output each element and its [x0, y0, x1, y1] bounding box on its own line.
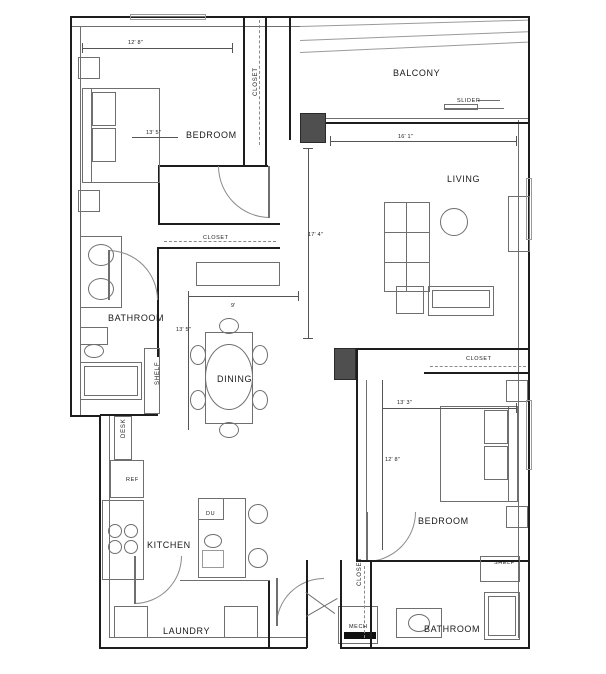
room-label-bedroom-1: BEDROOM: [186, 130, 237, 140]
balcony-edge-1: [300, 20, 528, 27]
dimline-bedroom2-height: [382, 380, 383, 550]
room-label-bedroom-7: BEDROOM: [418, 516, 469, 526]
living-round-table: [440, 208, 468, 236]
dimension-label-2: 16' 1": [398, 134, 413, 140]
wall-top-right: [300, 16, 530, 18]
dining-chair-1: [219, 318, 239, 334]
window-bedroom1-frame: [130, 14, 206, 20]
room-label-dining-4: DINING: [217, 374, 253, 384]
balcony-edge-3: [300, 42, 528, 53]
room-label-shelf-12: SHELF: [494, 560, 515, 566]
dining-chair-3: [190, 345, 206, 365]
wall-laundry-right: [268, 580, 270, 648]
shelving-unit: [384, 202, 430, 292]
balcony-bottom-rail: [300, 118, 528, 119]
slider-door-panel: [444, 104, 478, 110]
cooktop-burner-2: [124, 524, 138, 538]
slider-door-arrow: [478, 100, 500, 101]
dimension-label-5: 13' 5": [176, 327, 191, 333]
wall-bath1-right: [157, 247, 159, 357]
closet2-shelf-line: [164, 241, 276, 242]
vertical-label-shelf-1: SHELF: [155, 361, 161, 385]
bedroom2-door-arc: [366, 512, 416, 562]
bar-stool-2: [248, 548, 268, 568]
wall-bed2-closet: [340, 560, 342, 648]
cooktop-burner-4: [124, 540, 138, 554]
bath1-door-leaf: [108, 250, 110, 300]
wall-right-exterior: [528, 16, 530, 649]
bed-1-headboard: [82, 88, 92, 183]
dimtick-6: [303, 338, 313, 339]
cooktop-burner-3: [108, 540, 122, 554]
column-mid: [334, 348, 356, 380]
island-sink: [204, 534, 222, 548]
wall-closet4-right: [370, 560, 372, 648]
nightstand-2: [78, 190, 100, 212]
entry-door-leaf: [276, 578, 278, 626]
dimtick-10: [516, 403, 517, 413]
toilet-bowl: [84, 344, 104, 358]
window-right-2: [526, 400, 532, 470]
dimtick-1: [82, 43, 83, 53]
wall-living-bottom: [356, 348, 530, 350]
nightstand-4: [506, 506, 528, 528]
dimtick-2: [232, 43, 233, 53]
room-label-slider-13: SLIDER: [457, 98, 481, 104]
shelving-back: [406, 202, 407, 292]
dining-chair-5: [252, 345, 268, 365]
wall-bedroom1-right: [243, 16, 245, 166]
balcony-edge-2: [300, 31, 528, 41]
vertical-label-desk-2: DESK: [121, 418, 127, 438]
bathtub-inner: [84, 366, 138, 396]
dimline-living-height: [308, 148, 309, 338]
bed-1-pillow-a: [92, 92, 116, 126]
dining-chair-4: [190, 390, 206, 410]
wall-bottom-right: [340, 647, 530, 649]
room-label-ref-15: REF: [126, 477, 139, 483]
room-label-bathroom-3: BATHROOM: [108, 313, 165, 323]
nightstand-1: [78, 57, 100, 79]
shelving-div-1: [384, 232, 430, 233]
wall-corridor-left: [289, 16, 291, 140]
dimension-label-4: 9': [231, 303, 236, 309]
wall-entry-right: [306, 560, 308, 648]
wall-left-lower: [99, 416, 101, 648]
dining-chair-6: [252, 390, 268, 410]
bedroom1-door-arc: [218, 166, 270, 218]
room-label-du-14: DU: [206, 511, 216, 517]
room-label-laundry-6: LAUNDRY: [163, 626, 211, 636]
vertical-label-closet-3: CLOSET: [357, 557, 363, 586]
bar-stool-1: [248, 504, 268, 524]
balcony-slab: [300, 122, 528, 124]
dimline-dining-height: [188, 300, 189, 430]
room-label-bathroom-8: BATHROOM: [424, 624, 481, 634]
room-label-closet-10: CLOSET: [466, 356, 492, 362]
dimtick-3: [330, 136, 331, 146]
room-label-closet-9: CLOSET: [203, 235, 229, 241]
wall-laundry-top: [180, 580, 270, 581]
dimline-bedroom1-width: [132, 137, 178, 138]
sofa-cushion: [432, 290, 490, 308]
bedroom1-door-leaf: [268, 166, 270, 218]
dimtick-5: [303, 148, 313, 149]
entry-door-arc: [276, 578, 324, 626]
dimline-living-top: [330, 141, 516, 142]
cooktop-burner-1: [108, 524, 122, 538]
wall-closet2-top: [158, 223, 280, 225]
vertical-label-closet-0: CLOSET: [253, 67, 259, 96]
dimension-label-7: 12' 8": [385, 457, 400, 463]
dimension-label-3: 17' 4": [308, 232, 323, 238]
wall-bottom: [99, 647, 307, 649]
closet1-shelf-line: [259, 20, 260, 145]
wall-left-jog: [70, 415, 101, 417]
wall-closet2-bottom: [158, 247, 280, 249]
bedroom2-door-leaf: [366, 512, 368, 562]
kitchen-door-arc: [134, 556, 182, 604]
nightstand-3: [506, 380, 528, 402]
bed-2-pillow-a: [484, 410, 508, 444]
dimension-label-6: 13' 3": [397, 400, 412, 406]
bed-2-pillow-b: [484, 446, 508, 480]
kitchen-door-leaf: [134, 556, 136, 604]
wall-left-exterior: [70, 16, 72, 416]
console-table: [196, 262, 280, 286]
island-sink-basin: [202, 550, 224, 568]
bed-2-headboard: [508, 406, 518, 502]
dining-chair-2: [219, 422, 239, 438]
dimline-top-left: [82, 48, 232, 49]
dimtick-8: [298, 291, 299, 301]
room-label-living-2: LIVING: [447, 174, 481, 184]
closet3-shelf-line: [430, 366, 526, 367]
bath1-door-arc: [108, 250, 158, 300]
column-top: [300, 113, 326, 143]
dryer: [224, 606, 258, 638]
wall-closet1-right: [265, 16, 267, 166]
wall-closet3-bottom: [424, 372, 530, 374]
wall-hall-right: [356, 348, 358, 562]
room-label-kitchen-5: KITCHEN: [147, 540, 191, 550]
armchair: [396, 286, 424, 314]
shelving-div-2: [384, 262, 430, 263]
dimension-label-0: 12' 8": [128, 40, 143, 46]
wall-left-inner: [80, 26, 81, 416]
bath2-tub-inner: [488, 596, 516, 636]
room-label-balcony-0: BALCONY: [393, 68, 441, 78]
bed-1-pillow-b: [92, 128, 116, 162]
toilet-tank: [80, 327, 108, 345]
dimtick-4: [516, 136, 517, 146]
window-right-1: [526, 178, 532, 240]
washer: [114, 606, 148, 638]
dimline-dining-width: [188, 296, 298, 297]
room-label-mech-11: MECH: [349, 624, 368, 630]
dimension-label-1: 13' 5": [146, 130, 161, 136]
dimline-bedroom2-width: [382, 408, 516, 409]
